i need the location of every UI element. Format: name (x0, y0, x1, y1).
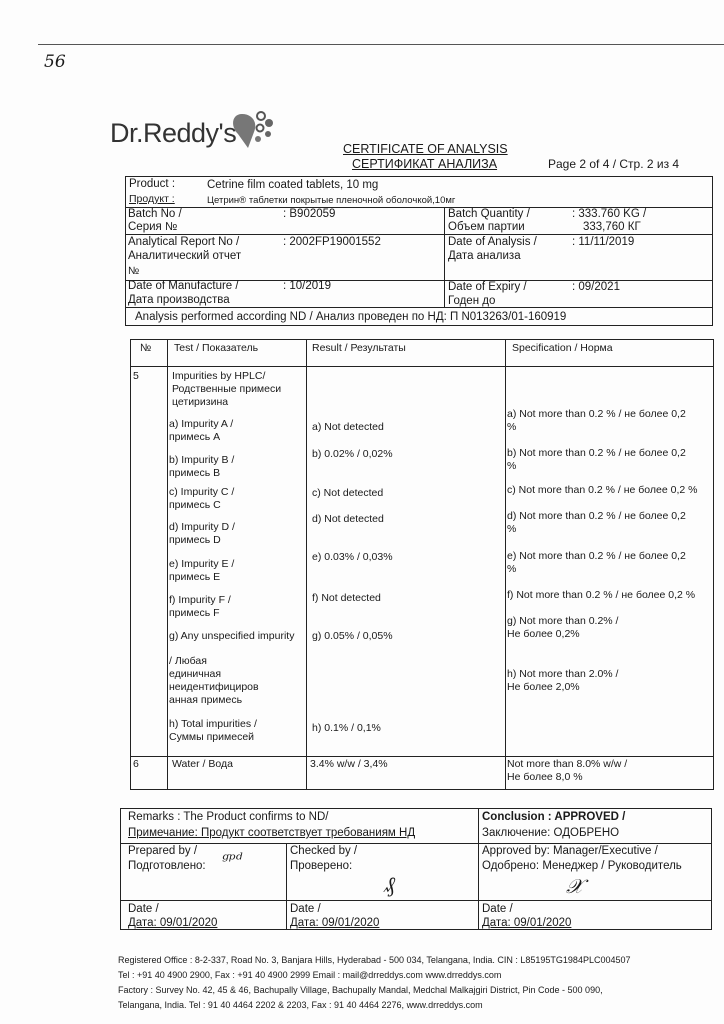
product-value: Cetrine film coated tablets, 10 mg (207, 179, 379, 191)
prepared-label: Prepared by / (128, 845, 198, 857)
impurity-test-name: анная примесь (169, 694, 243, 706)
footer-line: Registered Office : 8-2-337, Road No. 3, Banjara Hills, Hyderabad - 500 034, Telangana, India. CIN : L85195TG1984PLC004507 (118, 955, 631, 965)
result-water: 3.4% w/w / 3,4% (310, 758, 388, 770)
checked-label: Checked by / (290, 845, 358, 857)
scan-edge-line (38, 44, 724, 45)
remarks-ru: Примечание: Продукт соответствует требованиям НД (128, 827, 416, 839)
date-label-checked: Date / (290, 903, 321, 915)
impurity-spec: % (507, 460, 517, 472)
date-label-prepared: Date / (128, 903, 159, 915)
approved-signature: 𝒳 (566, 874, 584, 898)
page-info: Page 2 of 4 / Стр. 2 из 4 (548, 157, 680, 171)
qty-value: : 333.760 KG / (572, 208, 647, 220)
impurity-test-name: примесь F (169, 607, 220, 619)
impurity-spec: e) Not more than 0.2 % / не более 0,2 (507, 550, 686, 562)
impurity-result: a) Not detected (312, 421, 384, 433)
impurity-test-name: a) Impurity A / (169, 418, 234, 430)
date-value-prepared: Дата: 09/01/2020 (128, 917, 218, 929)
impurity-test-name: e) Impurity E / (169, 558, 235, 570)
row-number: 6 (133, 758, 139, 770)
spec-water: Not more than 8.0% w/w / (507, 758, 628, 770)
impurity-test-name: h) Total impurities / (169, 718, 257, 730)
qty-value-ru: 333,760 КГ (583, 221, 641, 233)
impurity-test-name: примесь D (169, 534, 221, 546)
analysis-date-label: Date of Analysis / (448, 236, 537, 248)
impurity-result: e) 0.03% / 0,03% (312, 551, 393, 563)
impurity-test-name: b) Impurity B / (169, 454, 235, 466)
impurity-test-name: Суммы примесей (169, 731, 255, 743)
remarks: Remarks : The Product confirms to ND/ (128, 811, 329, 823)
test-group-name: Impurities by HPLC/ (172, 370, 266, 382)
company-logo: Dr.Reddy's (110, 118, 237, 148)
product-label-ru: Продукт : (129, 193, 175, 205)
row-number: 5 (133, 370, 139, 382)
impurity-spec: b) Not more than 0.2 % / не более 0,2 (507, 447, 686, 459)
impurity-result: f) Not detected (312, 592, 381, 604)
batch-label-ru: Серия № (128, 221, 178, 233)
prepared-signature: ᵍᵖᵈ (222, 850, 243, 870)
col-header-spec: Specification / Норма (512, 342, 613, 354)
impurity-result: b) 0.02% / 0,02% (312, 448, 393, 460)
spec-water-ru: Не более 8,0 % (507, 771, 583, 783)
title-ru: СЕРТИФИКАТ АНАЛИЗА (352, 157, 498, 171)
impurity-test-name: единичная (169, 668, 222, 680)
mfg-label-ru: Дата производства (128, 294, 230, 306)
col-header-test: Test / Показатель (174, 342, 259, 354)
approved-label-ru: Одобрено: Менеджер / Руководитель (482, 860, 682, 872)
impurity-test-name: g) Any unspecified impurity (169, 630, 295, 642)
test-group-name-ru: Родственные примеси (172, 383, 282, 395)
conclusion: Conclusion : APPROVED / (482, 811, 626, 823)
expiry-value: : 09/2021 (572, 281, 620, 293)
checked-signature: ₰ (384, 873, 395, 898)
impurity-spec: a) Not more than 0.2 % / не более 0,2 (507, 408, 686, 420)
impurity-result: c) Not detected (312, 487, 384, 499)
impurity-spec: h) Not more than 2.0% / (507, 668, 619, 680)
impurity-spec: f) Not more than 0.2 % / не более 0,2 % (507, 589, 696, 601)
prepared-label-ru: Подготовлено: (128, 860, 206, 872)
expiry-label-ru: Годен до (448, 295, 496, 307)
product-label: Product : (129, 178, 176, 190)
impurity-test-name: / Любая (169, 655, 207, 667)
qty-label: Batch Quantity / (448, 208, 530, 220)
impurity-test-name: c) Impurity C / (169, 486, 235, 498)
date-value-checked: Дата: 09/01/2020 (290, 917, 380, 929)
impurity-spec: c) Not more than 0.2 % / не более 0,2 % (507, 484, 698, 496)
impurity-result: h) 0.1% / 0,1% (312, 722, 381, 734)
analysis-date-value: : 11/11/2019 (572, 236, 635, 248)
impurity-test-name: примесь C (169, 499, 221, 511)
nd-reference: Analysis performed according ND / Анализ проведен по НД: П N013263/01-160919 (135, 311, 567, 323)
logo-heart-icon (228, 108, 276, 152)
impurity-spec: Не более 0,2% (507, 628, 580, 640)
impurity-result: d) Not detected (312, 513, 384, 525)
impurity-test-name: примесь E (169, 571, 221, 583)
impurity-spec: % (507, 421, 517, 433)
col-header-no: № (140, 342, 152, 354)
impurity-spec: % (507, 563, 517, 575)
batch-value: : B902059 (283, 208, 336, 220)
footer-line: Tel : +91 40 4900 2900, Fax : +91 40 4900 2999 Email : mail@drreddys.com www.drreddys.com (118, 970, 502, 980)
date-value-approved: Дата: 09/01/2020 (482, 917, 572, 929)
impurity-test-name: f) Impurity F / (169, 594, 231, 606)
title-en: CERTIFICATE OF ANALYSIS (343, 142, 508, 156)
conclusion-ru: Заключение: ОДОБРЕНО (482, 827, 620, 839)
footer-address (118, 953, 631, 1013)
test-group-name-ru-2: цетиризина (172, 396, 229, 408)
checked-label-ru: Проверено: (290, 860, 353, 872)
mfg-label: Date of Manufacture / (128, 280, 239, 292)
report-label: Analytical Report No / (128, 236, 240, 248)
analysis-date-label-ru: Дата анализа (448, 250, 521, 262)
impurity-test-name: d) Impurity D / (169, 521, 235, 533)
footer-line: Factory : Survey No. 42, 45 & 46, Bachupally Village, Bachupally Mandal, Medchal Malkajgiri District, Pin Code - 500 090, (118, 985, 603, 995)
impurity-spec: g) Not more than 0.2% / (507, 615, 619, 627)
impurity-test-name: примесь A (169, 431, 221, 443)
report-label-ru: Аналитический отчет (128, 250, 242, 262)
date-label-approved: Date / (482, 903, 513, 915)
footer-line: Telangana, India. Tel : 91 40 4464 2202 & 2203, Fax : 91 40 4464 2276, www.drreddys.com (118, 1000, 483, 1010)
impurity-test-name: неидентифициров (169, 681, 259, 693)
report-value: : 2002FP19001552 (283, 236, 381, 248)
impurity-spec: Не более 2,0% (507, 681, 580, 693)
impurity-spec: % (507, 523, 517, 535)
qty-label-ru: Объем партии (448, 221, 525, 233)
impurity-spec: d) Not more than 0.2 % / не более 0,2 (507, 510, 686, 522)
mfg-value: : 10/2019 (283, 280, 331, 292)
batch-label: Batch No / (128, 208, 182, 220)
approved-label: Approved by: Manager/Executive / (482, 845, 658, 857)
product-value-ru: Цетрин® таблетки покрытые пленочной оболочкой,10мг (207, 195, 456, 206)
expiry-label: Date of Expiry / (448, 281, 527, 293)
test-water: Water / Вода (172, 758, 233, 770)
report-label-ru-no: № (128, 265, 140, 277)
handwritten-page-number: 56 (44, 52, 66, 72)
impurity-result: g) 0.05% / 0,05% (312, 630, 393, 642)
impurity-test-name: примесь B (169, 467, 221, 479)
col-header-result: Result / Результаты (312, 342, 406, 354)
